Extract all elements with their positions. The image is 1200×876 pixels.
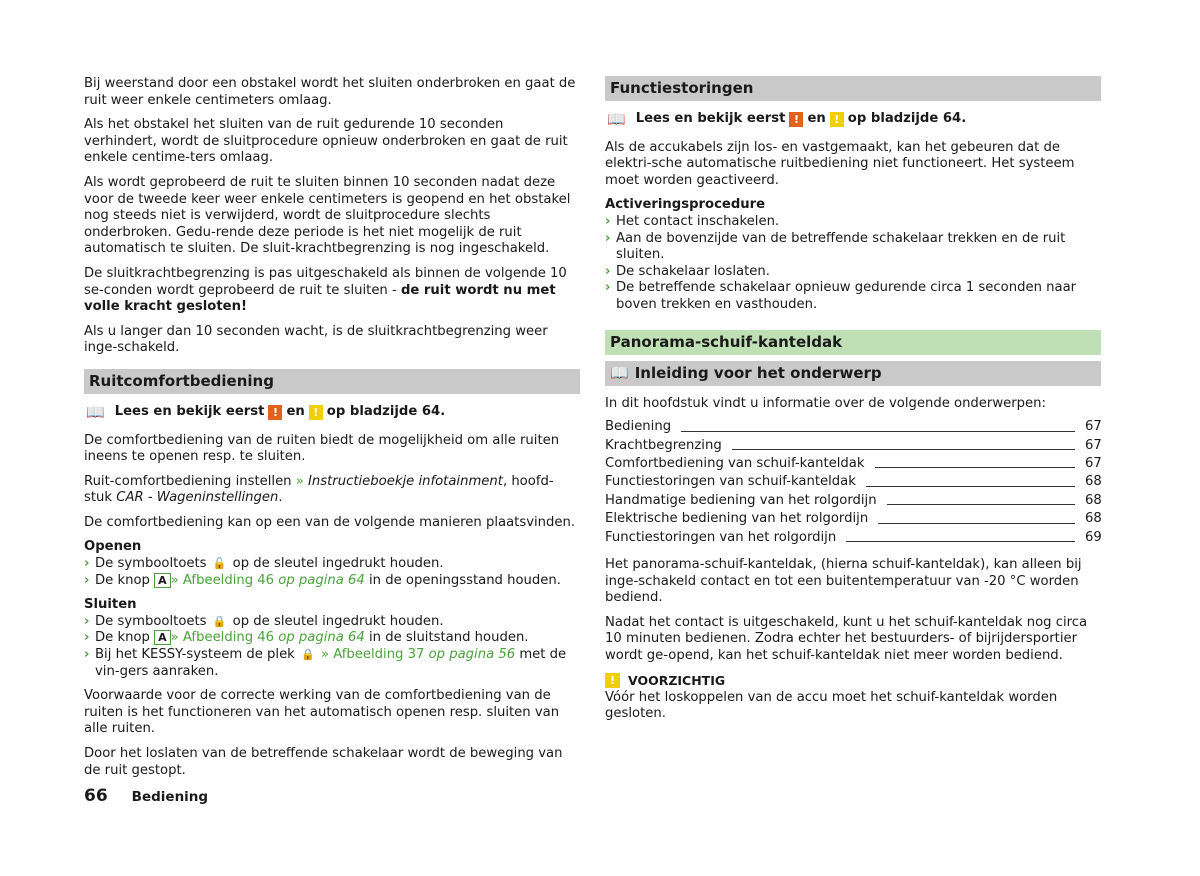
paragraph [84, 474, 580, 507]
caution-yellow-icon: ! [605, 673, 620, 688]
list-item [84, 573, 580, 590]
toc-leader [681, 431, 1075, 432]
figure-page-link[interactable]: op pagina 56 [428, 647, 516, 663]
right-column [605, 76, 1101, 731]
read-first-page-ref[interactable]: op bladzijde 64. [326, 403, 446, 419]
link-arrow[interactable]: » [295, 473, 304, 489]
text: Ruit-comfortbediening instellen [84, 473, 296, 489]
toc-entry[interactable] [605, 529, 1101, 547]
open-procedure [84, 539, 580, 589]
section-heading-inleiding [605, 361, 1101, 386]
toc-leader [732, 449, 1075, 450]
arrow-bullet-icon: › [605, 230, 611, 246]
list-item [605, 280, 1101, 313]
toc-leader [875, 467, 1076, 468]
arrow-bullet-icon: › [84, 647, 90, 663]
figure-page-link[interactable]: op pagina 64 [278, 572, 365, 588]
toc-leader [866, 486, 1075, 487]
toc-label: Functiestoringen van het rolgordijn [605, 529, 837, 545]
text: op de sleutel ingedrukt houden. [232, 556, 444, 572]
toc-entry[interactable] [605, 418, 1101, 436]
lock-icon: 🔒 [212, 614, 227, 628]
figure-link[interactable]: » Afbeelding 37 [320, 647, 425, 663]
toc-page: 68 [1085, 474, 1102, 490]
read-first-note [84, 404, 580, 421]
read-first-and: en [286, 403, 305, 419]
page-footer [84, 786, 208, 806]
list-item [84, 630, 580, 647]
paragraph [84, 266, 580, 316]
section-heading-panorama: Panorama-schuif-kanteldak [605, 330, 1101, 355]
arrow-bullet-icon: › [84, 630, 90, 646]
text: . [278, 490, 283, 506]
arrow-bullet-icon: › [605, 280, 611, 296]
procedure-title: Activeringsprocedure [605, 197, 766, 213]
toc-page: 67 [1085, 437, 1102, 453]
paragraph: De comfortbediening kan op een van de volgende manieren plaatsvinden. [84, 514, 576, 530]
paragraph: Voorwaarde voor de correcte werking van de comfortbediening van de ruiten is het functioneren van het automatisch openen resp. sluiten van alle ruiten. [84, 688, 560, 737]
list-item [84, 614, 580, 631]
toc-label: Krachtbegrenzing [605, 437, 722, 453]
table-of-contents [605, 418, 1101, 547]
caution-text: Vóór het loskoppelen van de accu moet het schuif-kanteldak worden gesloten. [605, 689, 1058, 722]
read-first-page-ref[interactable]: op bladzijde 64. [847, 111, 967, 126]
list-item [605, 214, 1101, 231]
close-procedure [84, 597, 580, 680]
toc-page: 67 [1085, 455, 1102, 471]
close-title: Sluiten [84, 597, 137, 613]
list-item [605, 231, 1101, 264]
text: De knop [95, 630, 150, 646]
toc-label: Handmatige bediening van het rolgordijn [605, 492, 877, 508]
text: Bij het KESSY-systeem de plek [95, 647, 295, 663]
paragraph: Door het loslaten van de betreffende schakelaar wordt de beweging van de ruit gestopt. [84, 746, 563, 778]
arrow-bullet-icon: › [605, 213, 611, 229]
key-a-marker: A [154, 630, 171, 645]
arrow-bullet-icon: › [605, 263, 611, 279]
warning-red-icon: ! [789, 112, 803, 127]
paragraph: Als de accukabels zijn los- en vastgemaakt, kan het gebeuren dat de elektri-sche automatische ruitbediening niet functioneert. Het systeem moet worden geactiveerd. [605, 139, 1075, 188]
text: in de openingsstand houden. [369, 572, 561, 588]
infotainment-manual-ref: Instructieboekje infotainment [308, 473, 503, 489]
paragraph: Als wordt geprobeerd de ruit te sluiten binnen 10 seconden nadat deze voor de tweede keer weer enkele centimeters is geopend en het obstakel nog steeds niet is verwijderd, wordt de sluitprocedure slechts onderbroken. Gedu-rende deze periode is het niet mogelijk de ruit automatisch te sluiten. De sluit-krachtbegrenzing is nog ingeschakeld. [84, 174, 571, 257]
text: De symbooltoets [95, 613, 207, 629]
caution-heading [605, 673, 1101, 688]
toc-label: Comfortbediening van schuif-kanteldak [605, 455, 865, 471]
text: in de sluitstand houden. [369, 630, 529, 646]
text: met de vin-gers aanraken. [95, 647, 567, 679]
unlock-icon: 🔓 [212, 557, 227, 571]
toc-leader [846, 541, 1075, 542]
section-heading-functiestoringen: Functiestoringen [605, 76, 1101, 101]
figure-link[interactable]: » Afbeelding 46 [170, 630, 275, 646]
text: , hoofd-stuk [84, 473, 554, 506]
paragraph: Als u langer dan 10 seconden wacht, is de sluitkrachtbegrenzing weer inge-schakeld. [84, 323, 548, 356]
paragraph: De comfortbediening van de ruiten biedt de mogelijkheid om alle ruiten ineens te openen resp. te sluiten. [84, 432, 560, 465]
toc-entry[interactable] [605, 455, 1101, 473]
toc-page: 68 [1085, 492, 1102, 508]
lock-icon: 🔒 [301, 648, 315, 662]
toc-label: Bediening [605, 419, 672, 435]
key-a-marker: A [154, 573, 171, 588]
text: op de sleutel ingedrukt houden. [232, 613, 444, 629]
text: De knop [95, 572, 150, 588]
bold-text: de ruit wordt nu met volle kracht gesloten! [84, 282, 556, 315]
warning-red-icon: ! [268, 405, 282, 420]
book-icon: 📖 [86, 402, 105, 421]
paragraph: Het panorama-schuif-kanteldak, (hierna schuif-kanteldak), kan alleen bij inge-schakeld contact en tot een buitentemperatuur van -20 °C worden bediend. [605, 556, 1082, 606]
text: De sluitkrachtbegrenzing is pas uitgeschakeld als binnen de volgende 10 se-conden wordt geprobeerd de ruit te sluiten - [84, 265, 567, 298]
left-column [84, 76, 580, 787]
step-text: De schakelaar loslaten. [616, 263, 770, 279]
paragraph: Als het obstakel het sluiten van de ruit gedurende 10 seconden verhindert, wordt de sluitprocedure opnieuw onderbroken en gaat de ruit enkele centime-ters omlaag. [84, 117, 568, 166]
read-first-label: Lees en bekijk eerst [635, 111, 786, 126]
toc-entry[interactable] [605, 492, 1101, 510]
toc-page: 67 [1085, 419, 1102, 435]
figure-link[interactable]: » Afbeelding 46 [170, 572, 275, 588]
arrow-bullet-icon: › [84, 556, 90, 572]
book-icon: 📖 [607, 110, 626, 128]
caution-yellow-icon: ! [309, 405, 323, 420]
arrow-bullet-icon: › [84, 613, 90, 629]
open-title: Openen [84, 539, 142, 555]
activation-procedure [605, 197, 1101, 313]
section-heading-ruitcomfortbediening: Ruitcomfortbediening [84, 369, 580, 394]
toc-label: Elektrische bediening van het rolgordijn [605, 511, 869, 527]
step-text: Het contact inschakelen. [616, 213, 780, 229]
caution-title: VOORZICHTIG [628, 672, 726, 688]
toc-label: Functiestoringen van schuif-kanteldak [605, 474, 856, 490]
toc-leader [887, 504, 1075, 505]
paragraph: Nadat het contact is uitgeschakeld, kunt u het schuif-kanteldak nog circa 10 minuten bedienen. Zodra echter het bestuurders- of bijrijdersportier wordt ge-opend, kan het schuif-kanteldak niet meer worden bediend. [605, 614, 1088, 663]
list-item [84, 556, 580, 573]
paragraph: Bij weerstand door een obstakel wordt het sluiten onderbroken en gaat de ruit weer enkele centimeters omlaag. [84, 76, 576, 108]
read-first-note [605, 111, 1101, 128]
toc-entry[interactable] [605, 437, 1101, 455]
read-first-and: en [807, 111, 826, 126]
list-item [84, 647, 580, 680]
arrow-bullet-icon: › [84, 572, 90, 588]
list-item [605, 264, 1101, 281]
footer-section: Bediening [131, 789, 209, 805]
figure-page-link[interactable]: op pagina 64 [278, 630, 365, 646]
caution-yellow-icon: ! [830, 112, 844, 127]
toc-leader [878, 523, 1075, 524]
page-number: 66 [84, 786, 108, 806]
book-icon: 📖 [610, 363, 629, 382]
intro-title: Inleiding voor het onderwerp [634, 363, 882, 382]
toc-page: 69 [1085, 529, 1102, 545]
step-text: De betreffende schakelaar opnieuw gedurende circa 1 seconden naar boven trekken en vasthouden. [616, 280, 1077, 312]
read-first-label: Lees en bekijk eerst [114, 403, 265, 419]
paragraph: In dit hoofdstuk vindt u informatie over de volgende onderwerpen: [605, 395, 1046, 411]
toc-page: 68 [1085, 511, 1102, 527]
step-text: Aan de bovenzijde van de betreffende schakelaar trekken en de ruit sluiten. [616, 230, 1066, 263]
toc-entry[interactable] [605, 473, 1101, 491]
text: De symbooltoets [95, 556, 207, 572]
toc-entry[interactable] [605, 510, 1101, 528]
car-settings-ref: CAR - Wageninstellingen [116, 490, 279, 506]
